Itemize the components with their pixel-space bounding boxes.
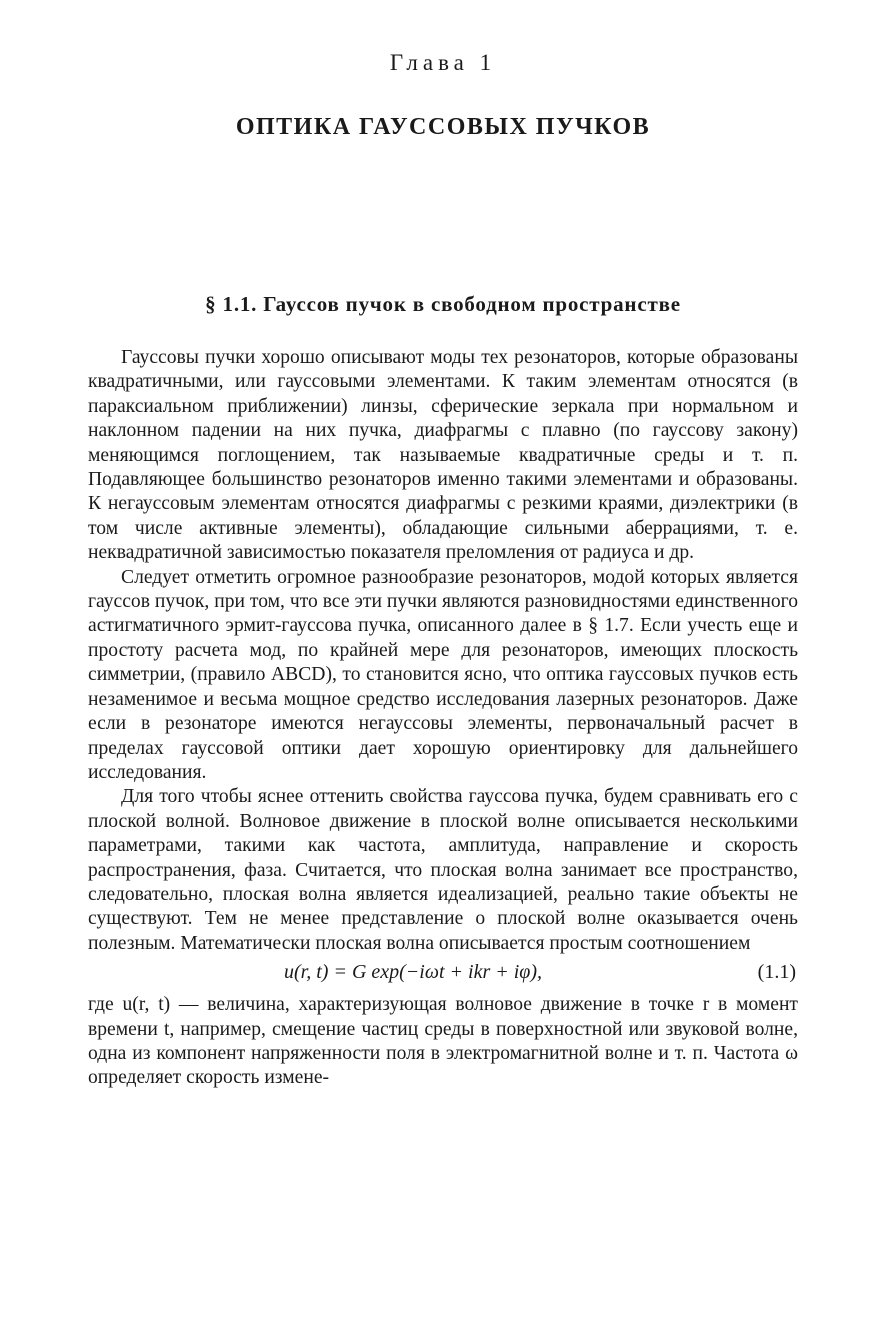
paragraph-3: Для того чтобы яснее оттенить свойства гауссова пучка, будем сравнивать его с плоской волной. Волновое движение в плоской волне описывается несколькими параметрами, такими как частота, амплитуда, направление и скорость распространения, фаза. Считается, что плоская волна занимает все пространство, следовательно, плоская волна является идеализацией, реально такие объекты не существуют. Тем не менее представление о плоской волне оказывается очень полезным. Математически плоская волна описывается простым соотношением — [88, 786, 798, 954]
paragraph-1: Гауссовы пучки хорошо описывают моды тех резонаторов, которые образованы квадратичными, или гауссовыми элементами. К таким элементам относятся (в параксиальном приближении) линзы, сферические зеркала при нормальном и наклонном падении на них пучка, диафрагмы с плавно (по гауссову закону) меняющимся поглощением, так называемые квадратичные среды и т. п. Подавляющее большинство резонаторов именно такими элементами и образованы. К негауссовым элементам относятся диафрагмы с резкими краями, диэлектрики (в том числе активные элементы), обладающие сильными аберрациями, т. е. неквадратичной зависимостью показателя преломления от радиуса и др. — [88, 347, 798, 564]
equation-number: (1.1) — [757, 961, 796, 984]
body-text — [88, 346, 798, 1091]
equation-1-1 — [88, 956, 798, 993]
paragraph-4: где u(r, t) — величина, характеризующая волновое движение в точке r в момент времени t, например, смещение частиц среды в поверхностной или звуковой волне, одна из компонент напряженности поля в электромагнитной волне и т. п. Частота ω определяет скорость измене- — [88, 994, 798, 1089]
section-title: § 1.1. Гауссов пучок в свободном пространстве — [205, 292, 681, 316]
equation-body: u(r, t) = G exp(−iωt + ikr + iφ), — [284, 961, 543, 984]
paragraph-2: Следует отметить огромное разнообразие резонаторов, модой которых является гауссов пучок, при том, что все эти пучки являются разновидностями единственного астигматичного эрмит-гауссова пучка, описанного далее в § 1.7. Если учесть еще и простоту расчета мод, по крайней мере для резонаторов, имеющих плоскость симметрии, (правило ABCD), то становится ясно, что оптика гауссовых пучков есть незаменимое и весьма мощное средство исследования лазерных резонаторов. Даже если в резонаторе имеются негауссовы элементы, первоначальный расчет в пределах гауссовой оптики дает хорошую ориентировку для дальнейшего исследования. — [88, 566, 798, 783]
chapter-title: ОПТИКА ГАУССОВЫХ ПУЧКОВ — [235, 114, 651, 140]
chapter-label: Глава 1 — [389, 50, 497, 75]
